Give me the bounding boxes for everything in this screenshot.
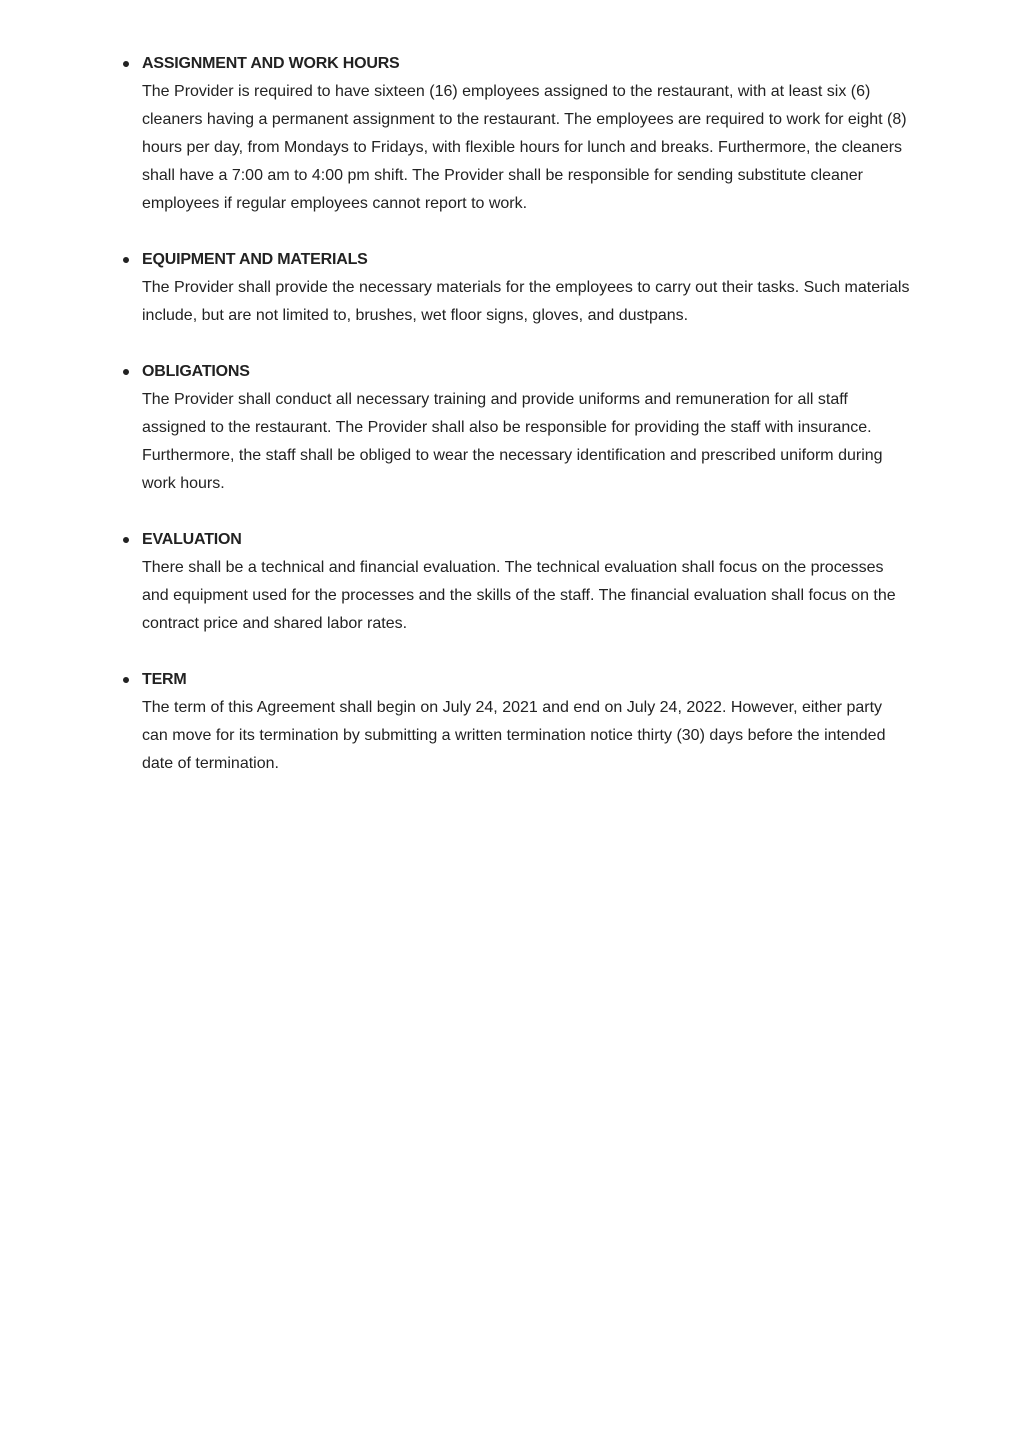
section-assignment-and-work-hours <box>142 50 912 218</box>
section-body: The Provider shall provide the necessary materials for the employees to carry out their tasks. Such materials include, but are not limited to, brushes, wet floor signs, gloves, and dustpans. <box>142 279 910 324</box>
section-title: EVALUATION <box>142 531 242 548</box>
section-title: TERM <box>142 671 187 688</box>
section-body: There shall be a technical and financial evaluation. The technical evaluation shall focus on the processes and equipment used for the processes and the skills of the staff. The financial evaluation shall focus on the contract price and shared labor rates. <box>142 559 896 632</box>
section-title: ASSIGNMENT AND WORK HOURS <box>142 55 400 72</box>
section-equipment-and-materials <box>142 246 912 330</box>
section-term <box>142 666 912 778</box>
section-list <box>0 50 1024 778</box>
section-title: OBLIGATIONS <box>142 363 250 380</box>
section-body: The Provider is required to have sixteen (16) employees assigned to the restaurant, with at least six (6) cleaners having a permanent assignment to the restaurant. The employees are required to work for eight (8) hours per day, from Mondays to Fridays, with flexible hours for lunch and breaks. Furthermore, the cleaners shall have a 7:00 am to 4:00 pm shift. The Provider shall be responsible for sending substitute cleaner employees if regular employees cannot report to work. <box>142 83 907 212</box>
section-title: EQUIPMENT AND MATERIALS <box>142 251 368 268</box>
section-obligations <box>142 358 912 498</box>
section-evaluation <box>142 526 912 638</box>
section-body: The term of this Agreement shall begin on July 24, 2021 and end on July 24, 2022. However, either party can move for its termination by submitting a written termination notice thirty (30) days before the intended date of termination. <box>142 699 886 772</box>
section-body: The Provider shall conduct all necessary training and provide uniforms and remuneration for all staff assigned to the restaurant. The Provider shall also be responsible for providing the staff with insurance. Furthermore, the staff shall be obliged to wear the necessary identification and prescribed uniform during work hours. <box>142 391 883 492</box>
